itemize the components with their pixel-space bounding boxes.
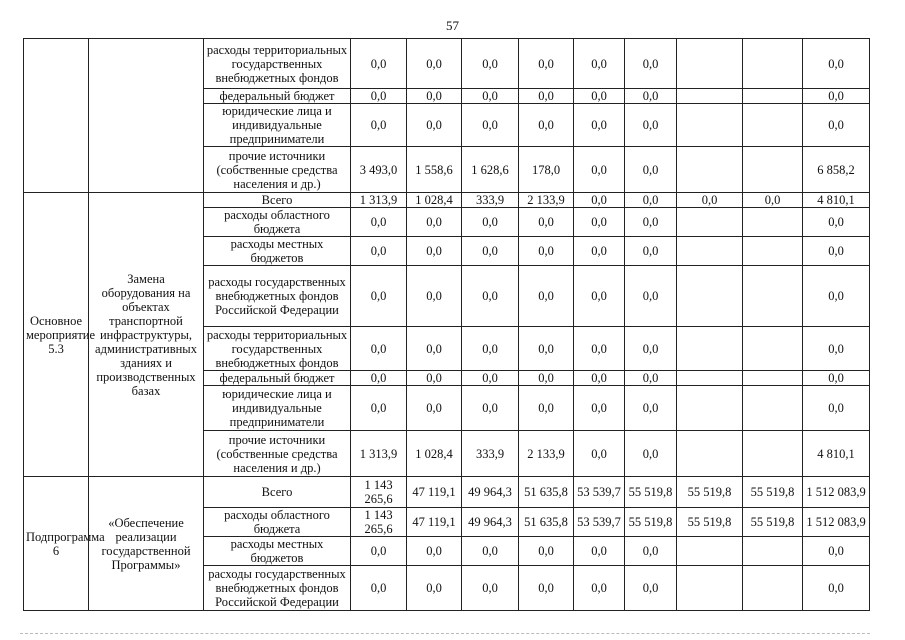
- funding-source-cell: прочие источники (собственные средства населения и др.): [204, 431, 351, 477]
- value-cell: 0,0: [803, 39, 870, 89]
- value-cell: 0,0: [351, 371, 407, 386]
- value-cell: 0,0: [519, 266, 574, 327]
- value-cell: 0,0: [519, 327, 574, 371]
- funding-source-cell: юридические лица и индивидуальные предприниматели: [204, 104, 351, 147]
- value-cell: 0,0: [803, 537, 870, 566]
- value-cell: 55 519,8: [625, 477, 677, 508]
- scan-artifact-line: [20, 633, 870, 634]
- funding-source-cell: расходы местных бюджетов: [204, 237, 351, 266]
- value-cell: 0,0: [625, 537, 677, 566]
- value-cell: 0,0: [462, 566, 519, 611]
- value-cell: [677, 566, 743, 611]
- value-cell: 0,0: [462, 266, 519, 327]
- value-cell: 0,0: [351, 537, 407, 566]
- program-code-cell: [24, 39, 89, 193]
- value-cell: 0,0: [351, 266, 407, 327]
- value-cell: 0,0: [803, 208, 870, 237]
- value-cell: 0,0: [625, 371, 677, 386]
- value-cell: 0,0: [803, 266, 870, 327]
- value-cell: 0,0: [462, 104, 519, 147]
- value-cell: 0,0: [625, 431, 677, 477]
- value-cell: 55 519,8: [625, 508, 677, 537]
- value-cell: [743, 39, 803, 89]
- value-cell: 0,0: [625, 89, 677, 104]
- page-number: 57: [446, 18, 459, 33]
- value-cell: [677, 237, 743, 266]
- value-cell: 0,0: [803, 386, 870, 431]
- value-cell: [677, 208, 743, 237]
- value-cell: 0,0: [407, 327, 462, 371]
- value-cell: 0,0: [519, 208, 574, 237]
- value-cell: 0,0: [407, 237, 462, 266]
- value-cell: 0,0: [462, 537, 519, 566]
- value-cell: 0,0: [407, 104, 462, 147]
- value-cell: [677, 89, 743, 104]
- funding-source-cell: расходы территориальных государственных внебюджетных фондов: [204, 39, 351, 89]
- funding-source-cell: расходы территориальных государственных внебюджетных фондов: [204, 327, 351, 371]
- value-cell: 0,0: [625, 566, 677, 611]
- value-cell: 55 519,8: [743, 508, 803, 537]
- value-cell: 0,0: [407, 89, 462, 104]
- value-cell: 55 519,8: [677, 508, 743, 537]
- value-cell: 0,0: [574, 147, 625, 193]
- table-row: [24, 39, 870, 89]
- value-cell: [743, 208, 803, 237]
- value-cell: [677, 266, 743, 327]
- value-cell: 55 519,8: [677, 477, 743, 508]
- funding-source-cell: расходы государственных внебюджетных фондов Российской Федерации: [204, 266, 351, 327]
- value-cell: 4 810,1: [803, 431, 870, 477]
- value-cell: 0,0: [407, 266, 462, 327]
- value-cell: 0,0: [351, 208, 407, 237]
- value-cell: [743, 431, 803, 477]
- value-cell: 0,0: [625, 208, 677, 237]
- value-cell: 0,0: [519, 237, 574, 266]
- value-cell: 0,0: [574, 371, 625, 386]
- value-cell: 0,0: [803, 371, 870, 386]
- value-cell: [743, 327, 803, 371]
- program-title-cell: Замена оборудования на объектах транспортной инфраструктуры, административных зданиях и производственных базах: [89, 193, 204, 477]
- value-cell: 1 628,6: [462, 147, 519, 193]
- value-cell: 0,0: [519, 537, 574, 566]
- value-cell: 0,0: [574, 208, 625, 237]
- value-cell: 0,0: [803, 327, 870, 371]
- value-cell: 1 313,9: [351, 431, 407, 477]
- value-cell: 333,9: [462, 431, 519, 477]
- value-cell: 2 133,9: [519, 431, 574, 477]
- value-cell: 55 519,8: [743, 477, 803, 508]
- value-cell: 0,0: [351, 39, 407, 89]
- value-cell: 3 493,0: [351, 147, 407, 193]
- value-cell: 1 143 265,6: [351, 508, 407, 537]
- value-cell: 0,0: [351, 386, 407, 431]
- value-cell: 0,0: [519, 386, 574, 431]
- funding-source-cell: расходы областного бюджета: [204, 508, 351, 537]
- value-cell: 0,0: [407, 39, 462, 89]
- table-row: [24, 477, 870, 508]
- funding-source-cell: прочие источники (собственные средства населения и др.): [204, 147, 351, 193]
- value-cell: [743, 386, 803, 431]
- value-cell: 178,0: [519, 147, 574, 193]
- value-cell: 0,0: [625, 104, 677, 147]
- value-cell: 0,0: [351, 89, 407, 104]
- value-cell: 0,0: [407, 371, 462, 386]
- program-code-cell: Основное мероприятие 5.3: [24, 193, 89, 477]
- value-cell: 0,0: [462, 237, 519, 266]
- value-cell: 51 635,8: [519, 477, 574, 508]
- value-cell: [743, 371, 803, 386]
- program-title-cell: «Обеспечение реализации государственной Программы»: [89, 477, 204, 611]
- value-cell: 0,0: [462, 371, 519, 386]
- value-cell: [677, 431, 743, 477]
- value-cell: 0,0: [743, 193, 803, 208]
- value-cell: [743, 147, 803, 193]
- value-cell: 0,0: [351, 104, 407, 147]
- funding-source-cell: юридические лица и индивидуальные предприниматели: [204, 386, 351, 431]
- value-cell: 0,0: [407, 566, 462, 611]
- value-cell: 1 313,9: [351, 193, 407, 208]
- funding-source-cell: расходы областного бюджета: [204, 208, 351, 237]
- value-cell: 2 133,9: [519, 193, 574, 208]
- value-cell: 4 810,1: [803, 193, 870, 208]
- value-cell: 0,0: [803, 89, 870, 104]
- value-cell: 0,0: [625, 193, 677, 208]
- value-cell: 0,0: [574, 566, 625, 611]
- value-cell: 6 858,2: [803, 147, 870, 193]
- value-cell: [743, 104, 803, 147]
- value-cell: 0,0: [462, 208, 519, 237]
- value-cell: 1 028,4: [407, 431, 462, 477]
- value-cell: [743, 566, 803, 611]
- value-cell: 0,0: [462, 89, 519, 104]
- value-cell: 0,0: [574, 193, 625, 208]
- value-cell: 0,0: [462, 386, 519, 431]
- value-cell: 53 539,7: [574, 477, 625, 508]
- funding-source-cell: расходы государственных внебюджетных фондов Российской Федерации: [204, 566, 351, 611]
- funding-source-cell: Всего: [204, 477, 351, 508]
- value-cell: 0,0: [351, 327, 407, 371]
- value-cell: 1 143 265,6: [351, 477, 407, 508]
- value-cell: 0,0: [574, 89, 625, 104]
- value-cell: 0,0: [462, 327, 519, 371]
- value-cell: 1 558,6: [407, 147, 462, 193]
- value-cell: 0,0: [625, 327, 677, 371]
- value-cell: 0,0: [519, 371, 574, 386]
- value-cell: 0,0: [625, 39, 677, 89]
- funding-source-cell: федеральный бюджет: [204, 371, 351, 386]
- program-title-cell: [89, 39, 204, 193]
- value-cell: [677, 371, 743, 386]
- value-cell: [743, 537, 803, 566]
- value-cell: 0,0: [351, 237, 407, 266]
- funding-source-cell: Всего: [204, 193, 351, 208]
- value-cell: 0,0: [574, 237, 625, 266]
- funding-source-cell: федеральный бюджет: [204, 89, 351, 104]
- value-cell: 0,0: [625, 237, 677, 266]
- budget-table: [23, 38, 870, 611]
- value-cell: 0,0: [519, 39, 574, 89]
- value-cell: 0,0: [803, 104, 870, 147]
- program-code-cell: Подпрограмма 6: [24, 477, 89, 611]
- value-cell: [677, 537, 743, 566]
- funding-source-cell: расходы местных бюджетов: [204, 537, 351, 566]
- value-cell: [743, 266, 803, 327]
- value-cell: 0,0: [625, 147, 677, 193]
- value-cell: 0,0: [407, 537, 462, 566]
- value-cell: 1 512 083,9: [803, 508, 870, 537]
- value-cell: 0,0: [625, 266, 677, 327]
- value-cell: [677, 386, 743, 431]
- value-cell: 0,0: [677, 193, 743, 208]
- value-cell: 0,0: [625, 386, 677, 431]
- value-cell: 0,0: [407, 208, 462, 237]
- value-cell: 47 119,1: [407, 477, 462, 508]
- value-cell: 0,0: [803, 566, 870, 611]
- value-cell: 49 964,3: [462, 508, 519, 537]
- value-cell: 0,0: [574, 104, 625, 147]
- value-cell: 47 119,1: [407, 508, 462, 537]
- value-cell: [677, 39, 743, 89]
- value-cell: 0,0: [519, 566, 574, 611]
- value-cell: 0,0: [803, 237, 870, 266]
- value-cell: 0,0: [574, 327, 625, 371]
- value-cell: 0,0: [574, 386, 625, 431]
- value-cell: 333,9: [462, 193, 519, 208]
- value-cell: 0,0: [407, 386, 462, 431]
- table-row: [24, 193, 870, 208]
- value-cell: 1 512 083,9: [803, 477, 870, 508]
- value-cell: 0,0: [519, 104, 574, 147]
- value-cell: [677, 327, 743, 371]
- value-cell: [677, 104, 743, 147]
- value-cell: 0,0: [462, 39, 519, 89]
- value-cell: 0,0: [519, 89, 574, 104]
- value-cell: [677, 147, 743, 193]
- value-cell: 1 028,4: [407, 193, 462, 208]
- value-cell: 0,0: [574, 39, 625, 89]
- value-cell: [743, 89, 803, 104]
- value-cell: 51 635,8: [519, 508, 574, 537]
- value-cell: 49 964,3: [462, 477, 519, 508]
- value-cell: 0,0: [574, 266, 625, 327]
- value-cell: 53 539,7: [574, 508, 625, 537]
- value-cell: 0,0: [574, 537, 625, 566]
- value-cell: 0,0: [574, 431, 625, 477]
- value-cell: [743, 237, 803, 266]
- value-cell: 0,0: [351, 566, 407, 611]
